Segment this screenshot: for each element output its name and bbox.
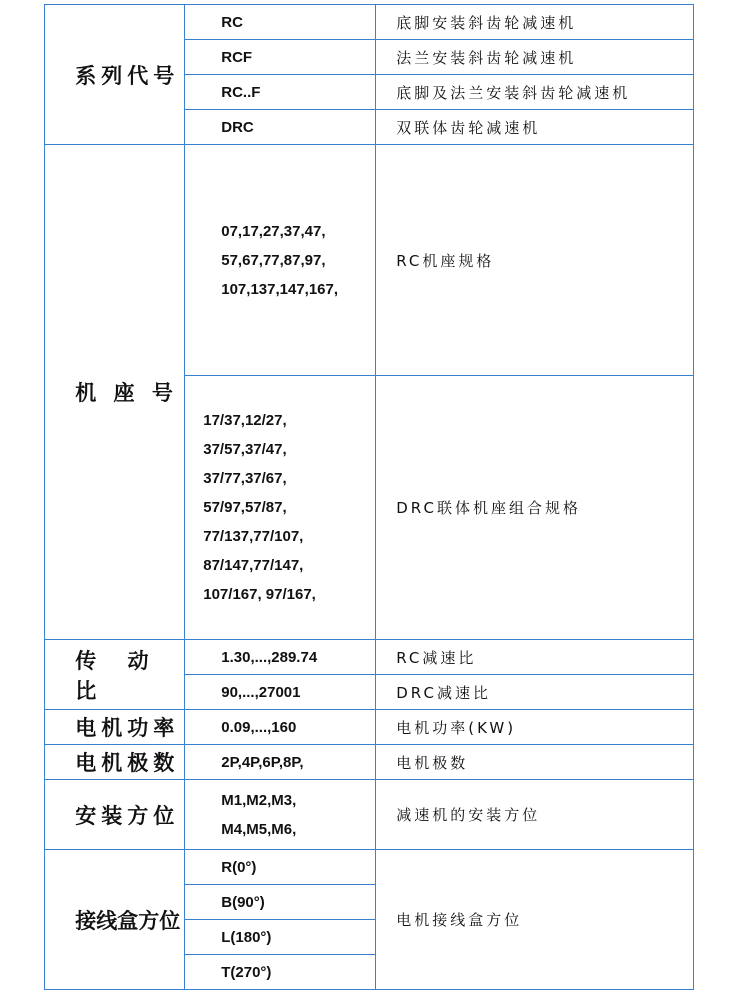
terminal-box-value: B(90°) [184,884,376,920]
mounting-desc: 减速机的安装方位 [375,779,694,850]
series-code-value: RC [184,4,376,40]
ratio-value: 1.30,...,289.74 [184,639,376,675]
frame-size-value: 07,17,27,37,47, 57,67,77,87,97, 107,137,147,167, [184,144,376,376]
ratio-desc: RC减速比 [375,639,694,675]
frame-size-label: 机 座 号 [44,144,185,640]
series-code-desc: 双联体齿轮减速机 [375,109,694,145]
poles-desc: 电机极数 [375,744,694,780]
power-value: 0.09,...,160 [184,709,376,745]
mounting-label: 安装方位 [44,779,185,850]
series-code-label: 系列代号 [44,4,185,145]
series-code-desc: 底脚及法兰安装斜齿轮减速机 [375,74,694,110]
terminal-box-label: 接线盒方位 [44,849,185,990]
ratio-label: 传 动 比 [44,639,185,710]
frame-size-desc: RC机座规格 [375,144,694,376]
power-label: 电机功率 [44,709,185,745]
series-code-desc: 底脚安装斜齿轮减速机 [375,4,694,40]
ratio-value: 90,...,27001 [184,674,376,710]
poles-value: 2P,4P,6P,8P, [184,744,376,780]
power-desc: 电机功率(KW) [375,709,694,745]
terminal-box-value: T(270°) [184,954,376,990]
terminal-box-value: L(180°) [184,919,376,955]
series-code-value: RC..F [184,74,376,110]
mounting-value: M1,M2,M3, M4,M5,M6, [184,779,376,850]
series-code-value: RCF [184,39,376,75]
terminal-box-value: R(0°) [184,849,376,885]
ratio-desc: DRC减速比 [375,674,694,710]
terminal-box-desc: 电机接线盒方位 [375,849,694,990]
series-code-desc: 法兰安装斜齿轮减速机 [375,39,694,75]
series-code-value: DRC [184,109,376,145]
poles-label: 电机极数 [44,744,185,780]
frame-size-desc: DRC联体机座组合规格 [375,375,694,640]
frame-size-value: 17/37,12/27, 37/57,37/47, 37/77,37/67, 57/97,57/87, 77/137,77/107, 87/147,77/147, 107/167, 97/167, [184,375,376,640]
